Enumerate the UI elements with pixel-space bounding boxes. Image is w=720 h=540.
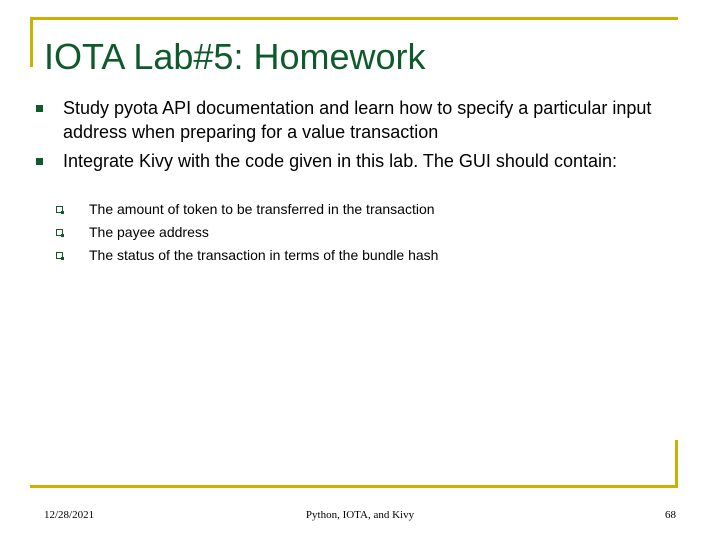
sub-bullet-item bbox=[56, 221, 616, 244]
sub-bullet-item bbox=[56, 198, 616, 221]
hollow-square-bullet-icon bbox=[56, 252, 63, 259]
bullet-text: Study pyota API documentation and learn how to specify a particular input address when preparing for a value transaction bbox=[63, 98, 652, 142]
frame-left-line bbox=[30, 17, 33, 67]
bullet-item bbox=[36, 149, 656, 173]
sub-bullet-text: The status of the transaction in terms of the bundle hash bbox=[89, 247, 439, 263]
sub-bullet-text: The payee address bbox=[89, 224, 209, 240]
bullet-item bbox=[36, 96, 656, 144]
slide-title: IOTA Lab#5: Homework bbox=[44, 36, 426, 77]
sub-bullet-item bbox=[56, 244, 616, 267]
hollow-square-bullet-icon bbox=[56, 229, 63, 236]
hollow-square-bullet-icon bbox=[56, 206, 63, 213]
filled-square-bullet-icon bbox=[36, 105, 43, 112]
frame-right-line bbox=[675, 440, 678, 488]
sub-bullet-text: The amount of token to be transferred in the transaction bbox=[89, 201, 435, 217]
footer-date: 12/28/2021 bbox=[44, 509, 95, 521]
frame-bottom-line bbox=[30, 485, 678, 488]
page-number: 68 bbox=[665, 509, 676, 521]
filled-square-bullet-icon bbox=[36, 158, 43, 165]
footer-title: Python, IOTA, and Kivy bbox=[305, 509, 415, 521]
frame-top-line bbox=[30, 17, 678, 20]
bullet-text: Integrate Kivy with the code given in this lab. The GUI should contain: bbox=[63, 151, 617, 171]
